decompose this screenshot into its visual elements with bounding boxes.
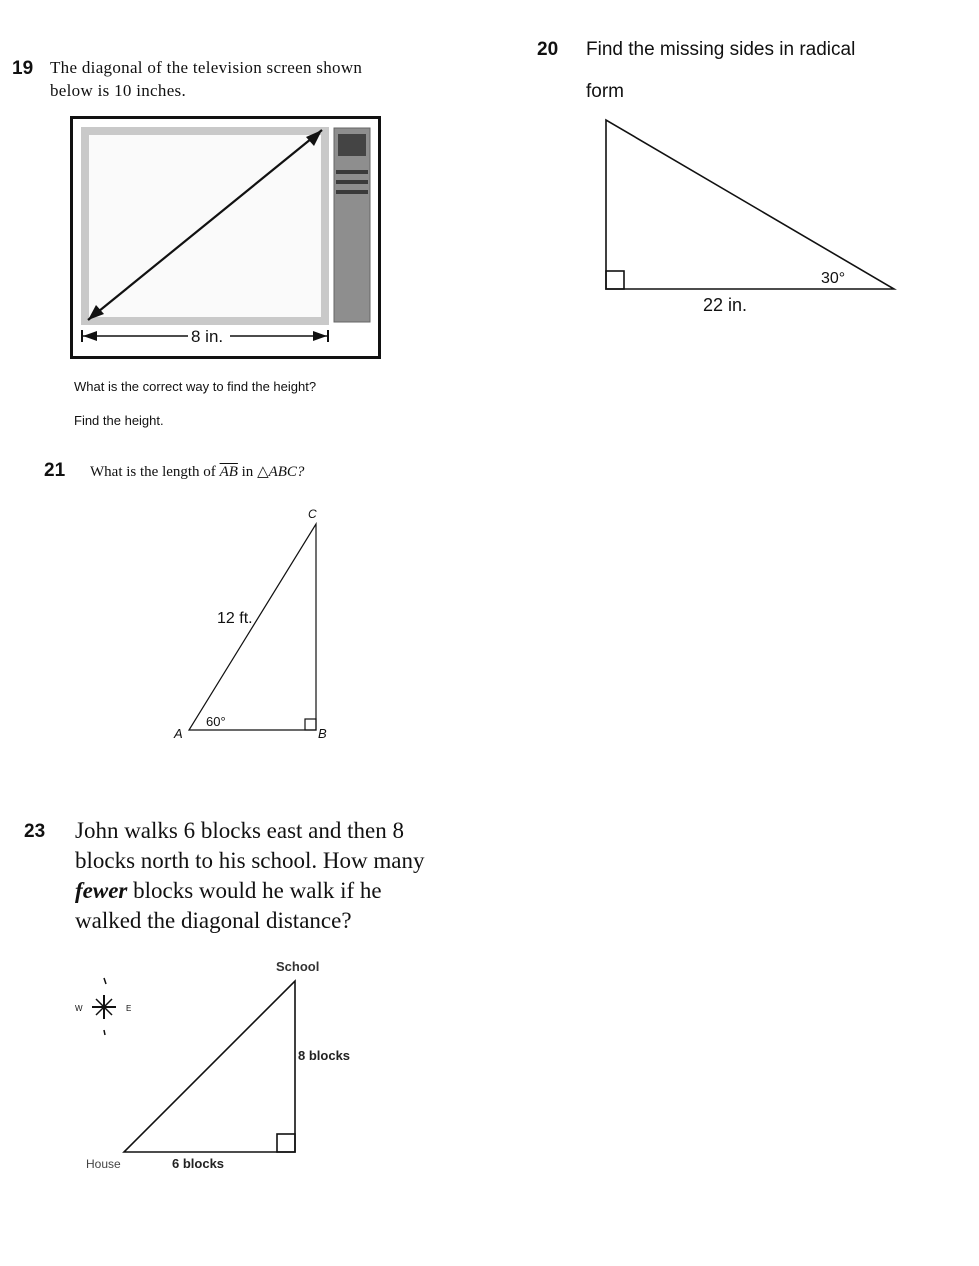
tv-side-panel	[334, 128, 370, 322]
tv-figure	[70, 116, 382, 360]
vertex-c-label: C	[308, 507, 317, 521]
q19-text-line2: below is 10 inches.	[50, 81, 187, 100]
q20-base-label: 22 in.	[703, 295, 748, 315]
house-label: House	[86, 1157, 121, 1171]
q19-prompt1: What is the correct way to find the height?	[74, 379, 317, 394]
q21-triangle	[189, 524, 316, 730]
q20-triangle	[606, 120, 894, 289]
q21-text: What is the length of $\overline{AB}$ in △ABC?	[90, 464, 305, 480]
q23-number: 23	[24, 821, 46, 842]
q21-number: 21	[44, 460, 66, 481]
svg-text:W: W	[75, 1004, 83, 1013]
q20-triangle-figure	[598, 112, 904, 324]
q21-hyp-label: 12 ft.	[217, 610, 253, 627]
vertex-a-label: A	[174, 726, 183, 741]
q20-text-line2: form	[586, 81, 624, 102]
q21-triangle-figure	[168, 500, 338, 746]
north-distance-label: 8 blocks	[298, 1048, 351, 1063]
svg-text:E: E	[126, 1004, 132, 1013]
q19-prompt2: Find the height.	[74, 413, 164, 428]
compass-icon	[75, 978, 131, 1035]
q23-map-figure	[70, 950, 370, 1180]
east-distance-label: 6 blocks	[172, 1156, 225, 1171]
q20-text-line1: Find the missing sides in radical	[586, 39, 856, 60]
vertex-b-label: B	[318, 726, 327, 741]
school-label: School	[276, 959, 320, 974]
q19-text-line1: The diagonal of the television screen shown	[50, 58, 363, 77]
right-angle-marker	[277, 1134, 295, 1152]
q23-triangle	[124, 981, 295, 1152]
right-angle-marker	[606, 271, 624, 289]
tv-panel-display	[338, 134, 366, 156]
q20-angle-label: 30°	[821, 270, 846, 287]
tv-width-label: 8 in.	[191, 327, 224, 346]
q20-number: 20	[537, 39, 559, 60]
q23-text: John walks 6 blocks east and then 8 blocks north to his school. How many fewer blocks would he walk if he walked the diagonal distance?	[75, 818, 425, 933]
right-angle-marker	[305, 719, 316, 730]
q21-angle-label: 60°	[206, 714, 226, 729]
q19-number: 19	[12, 58, 34, 79]
